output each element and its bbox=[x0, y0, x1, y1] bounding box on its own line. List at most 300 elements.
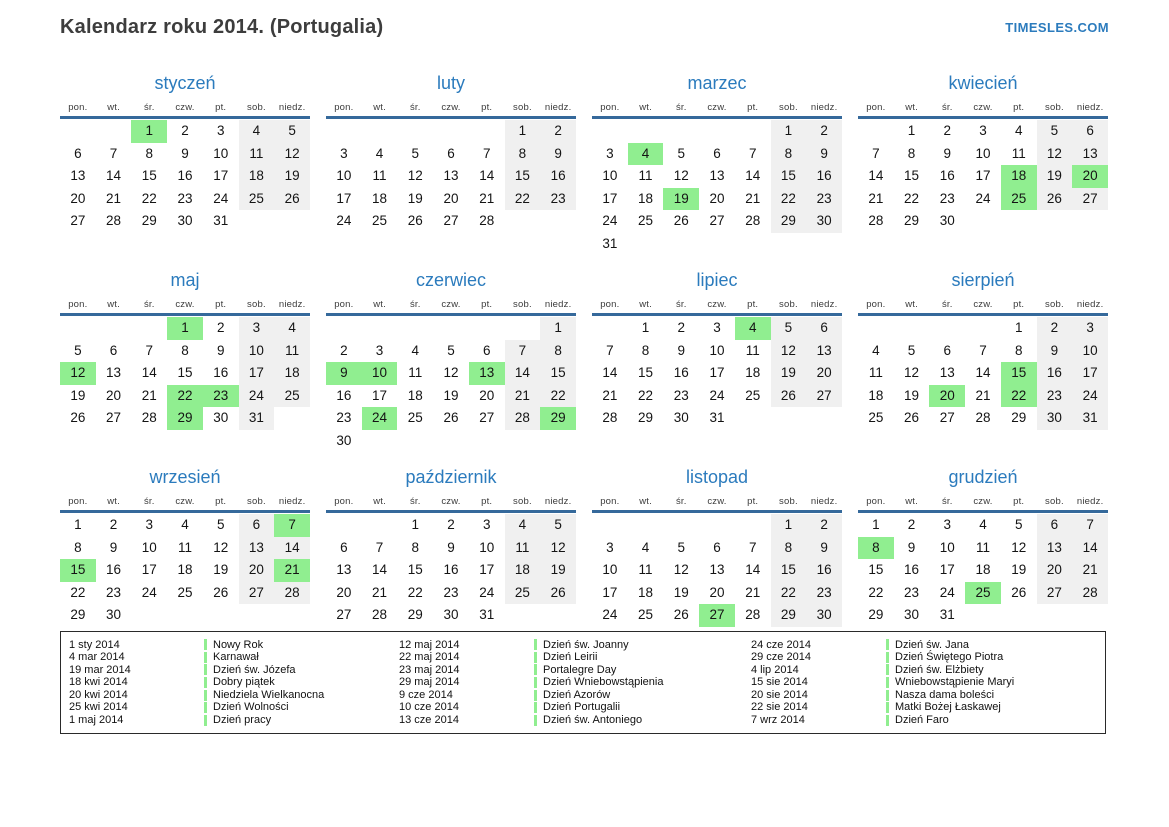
weekday-label: pon. bbox=[866, 299, 886, 310]
empty-cell bbox=[1072, 210, 1108, 233]
holiday-marker-icon bbox=[534, 702, 537, 713]
holiday-date: 1 maj 2014 bbox=[69, 714, 124, 727]
day-cell: 21 bbox=[505, 385, 541, 408]
month-august bbox=[858, 270, 1108, 467]
day-cell: 19 bbox=[771, 362, 807, 385]
weekday-label: pt. bbox=[481, 496, 493, 507]
day-cell: 11 bbox=[274, 340, 310, 363]
day-cell: 25 bbox=[274, 385, 310, 408]
weekday-label: sob. bbox=[779, 102, 798, 113]
day-cell: 3 bbox=[979, 123, 987, 138]
weekday-label: pt. bbox=[747, 496, 759, 507]
day-cell: 6 bbox=[482, 342, 491, 358]
empty-cell bbox=[699, 233, 735, 256]
empty-cell bbox=[96, 120, 132, 143]
day-cell: 26 bbox=[904, 410, 920, 425]
day-cell: 22 bbox=[904, 190, 920, 206]
day-cell: 17 bbox=[602, 584, 618, 600]
empty-cell bbox=[469, 317, 505, 340]
day-cell: 7 bbox=[748, 539, 757, 555]
day-cell: 7 bbox=[375, 539, 384, 555]
weekday-label: pt. bbox=[481, 299, 493, 310]
empty-cell bbox=[965, 317, 1001, 340]
day-cell: 16 bbox=[177, 168, 193, 183]
weekday-header-row bbox=[858, 102, 1108, 119]
day-cell: 23 bbox=[540, 188, 576, 211]
day-cell: 11 bbox=[638, 168, 653, 183]
day-cell: 29 bbox=[638, 410, 654, 425]
day-cell: 23 bbox=[1037, 385, 1073, 408]
day-cell: 9 bbox=[677, 342, 686, 358]
month-title: grudzień bbox=[948, 467, 1018, 487]
day-cell: 6 bbox=[943, 342, 952, 358]
calendar-year-grid bbox=[60, 73, 1108, 627]
day-cell: 4 bbox=[735, 317, 771, 340]
day-cell: 14 bbox=[975, 365, 991, 380]
legend-row bbox=[69, 689, 399, 702]
day-cell: 12 bbox=[1011, 539, 1027, 555]
brand-link[interactable]: TIMESLES.COM bbox=[1005, 20, 1109, 35]
day-cell: 1 bbox=[505, 120, 541, 143]
weekday-label: niedz. bbox=[1076, 299, 1104, 310]
holiday-name bbox=[204, 676, 399, 689]
weekday-label: wt. bbox=[639, 299, 652, 310]
empty-cell bbox=[806, 233, 842, 256]
holiday-name-text: Dzień Leirii bbox=[543, 651, 598, 664]
day-cell: 13 bbox=[443, 168, 459, 183]
day-cell: 22 bbox=[141, 190, 157, 206]
day-cell: 28 bbox=[274, 582, 310, 605]
day-cell: 8 bbox=[771, 143, 807, 166]
day-cell: 1 bbox=[74, 517, 82, 532]
holiday-marker-icon bbox=[204, 664, 207, 675]
day-cell: 9 bbox=[1037, 340, 1073, 363]
holiday-name bbox=[534, 689, 751, 702]
holiday-name-text: Dzień św. Antoniego bbox=[543, 714, 643, 727]
day-cell: 22 bbox=[505, 188, 541, 211]
holiday-date: 22 maj 2014 bbox=[399, 651, 460, 664]
empty-cell bbox=[96, 317, 132, 340]
day-cell: 9 bbox=[109, 539, 118, 555]
day-cell: 19 bbox=[673, 584, 689, 600]
day-cell: 19 bbox=[274, 165, 310, 188]
day-cell: 24 bbox=[213, 190, 229, 206]
day-cell: 17 bbox=[239, 362, 275, 385]
empty-cell bbox=[60, 120, 96, 143]
day-cell: 5 bbox=[907, 342, 916, 358]
holiday-date: 15 sie 2014 bbox=[751, 676, 808, 689]
empty-cell bbox=[1037, 210, 1073, 233]
day-cell: 25 bbox=[638, 607, 654, 622]
day-cell: 18 bbox=[274, 362, 310, 385]
legend-row bbox=[399, 676, 751, 689]
day-cell: 31 bbox=[1072, 407, 1108, 430]
day-cell: 12 bbox=[673, 168, 689, 183]
day-cell: 10 bbox=[213, 145, 229, 161]
day-cell: 2 bbox=[181, 123, 189, 138]
day-cell: 4 bbox=[274, 317, 310, 340]
weekday-header-row bbox=[858, 496, 1108, 513]
legend-row bbox=[751, 639, 1097, 652]
day-cell: 2 bbox=[540, 120, 576, 143]
empty-cell bbox=[929, 317, 965, 340]
day-cell: 23 bbox=[806, 188, 842, 211]
day-cell: 5 bbox=[447, 342, 455, 358]
weekday-label: wt. bbox=[373, 496, 386, 507]
holiday-name bbox=[886, 639, 1097, 652]
weekday-label: pt. bbox=[215, 496, 227, 507]
day-cell: 28 bbox=[868, 213, 884, 228]
weekday-label: czw. bbox=[973, 299, 993, 310]
empty-cell bbox=[131, 317, 167, 340]
weekday-label: śr. bbox=[409, 299, 421, 310]
day-cell: 22 bbox=[771, 582, 807, 605]
weekday-label: pt. bbox=[1013, 299, 1025, 310]
day-cell: 14 bbox=[479, 168, 495, 183]
day-cell: 16 bbox=[806, 165, 842, 188]
day-cell: 5 bbox=[677, 145, 686, 161]
day-cell: 26 bbox=[1037, 188, 1073, 211]
weekday-label: wt. bbox=[639, 102, 652, 113]
weekday-header-row bbox=[592, 102, 842, 119]
holiday-name-text: Wniebowstąpienie Maryi bbox=[895, 676, 1015, 689]
day-cell: 12 bbox=[540, 537, 576, 560]
holiday-name bbox=[886, 714, 1097, 727]
weekday-header-row bbox=[592, 496, 842, 513]
day-cell: 31 bbox=[939, 607, 955, 622]
day-cell: 4 bbox=[505, 514, 541, 537]
legend-row bbox=[399, 639, 751, 652]
day-cell: 5 bbox=[74, 342, 82, 358]
holiday-name-text: Nowy Rok bbox=[213, 638, 264, 651]
day-cell: 3 bbox=[606, 145, 614, 161]
day-cell: 10 bbox=[336, 168, 352, 183]
holiday-name-text: Matki Bożej Łaskawej bbox=[895, 701, 1001, 714]
weekday-label: niedz. bbox=[544, 102, 572, 113]
day-cell: 12 bbox=[60, 362, 96, 385]
day-cell: 24 bbox=[362, 407, 398, 430]
day-cell: 19 bbox=[213, 562, 229, 577]
day-cell: 21 bbox=[745, 584, 761, 600]
holiday-name bbox=[204, 639, 399, 652]
weekday-label: pon. bbox=[600, 102, 620, 113]
legend-row bbox=[751, 651, 1097, 664]
day-cell: 12 bbox=[443, 365, 459, 380]
day-cell: 16 bbox=[336, 387, 352, 403]
empty-cell bbox=[397, 317, 433, 340]
day-cell: 1 bbox=[167, 317, 203, 340]
day-cell: 21 bbox=[1072, 559, 1108, 582]
day-cell: 28 bbox=[1072, 582, 1108, 605]
day-cell: 27 bbox=[939, 410, 955, 425]
day-cell: 8 bbox=[540, 340, 576, 363]
day-cell: 15 bbox=[540, 362, 576, 385]
day-cell: 9 bbox=[907, 539, 916, 555]
empty-cell bbox=[663, 514, 699, 537]
day-cell: 23 bbox=[673, 387, 689, 403]
empty-cell bbox=[735, 407, 771, 430]
holiday-marker-icon bbox=[204, 677, 207, 688]
day-cell: 25 bbox=[745, 387, 761, 403]
legend-row bbox=[69, 714, 399, 727]
day-cell: 1 bbox=[641, 320, 650, 335]
day-cell: 18 bbox=[239, 165, 275, 188]
day-cell: 3 bbox=[606, 539, 614, 555]
holiday-date: 4 mar 2014 bbox=[69, 651, 125, 664]
day-cell: 24 bbox=[975, 190, 991, 206]
empty-cell bbox=[735, 120, 771, 143]
day-cell: 22 bbox=[70, 584, 86, 600]
day-cell: 1 bbox=[411, 517, 420, 532]
day-cell: 6 bbox=[340, 539, 348, 555]
day-cell: 8 bbox=[74, 539, 82, 555]
weekday-label: sob. bbox=[1045, 496, 1064, 507]
day-cell: 17 bbox=[372, 387, 388, 403]
day-cell: 8 bbox=[907, 145, 916, 161]
empty-cell bbox=[735, 233, 771, 256]
empty-cell bbox=[397, 430, 433, 453]
day-cell: 11 bbox=[408, 365, 423, 380]
empty-cell bbox=[1001, 604, 1037, 627]
weekday-label: niedz. bbox=[810, 102, 838, 113]
day-cell: 25 bbox=[407, 410, 423, 425]
holiday-marker-icon bbox=[204, 652, 207, 663]
day-cell: 18 bbox=[1001, 165, 1037, 188]
day-cell: 5 bbox=[1037, 120, 1073, 143]
empty-cell bbox=[592, 317, 628, 340]
empty-cell bbox=[858, 317, 894, 340]
page-title: Kalendarz roku 2014. (Portugalia) bbox=[60, 16, 384, 38]
day-cell: 26 bbox=[274, 188, 310, 211]
day-cell: 27 bbox=[699, 604, 735, 627]
day-cell: 24 bbox=[1072, 385, 1108, 408]
holiday-name bbox=[204, 701, 399, 714]
day-cell: 29 bbox=[70, 607, 86, 622]
day-cell: 13 bbox=[1037, 537, 1073, 560]
holiday-marker-icon bbox=[534, 677, 537, 688]
day-cell: 10 bbox=[362, 362, 398, 385]
day-cell: 21 bbox=[868, 190, 884, 206]
day-cell: 29 bbox=[540, 407, 576, 430]
day-cell: 25 bbox=[239, 188, 275, 211]
day-cell: 18 bbox=[745, 365, 761, 380]
day-cell: 14 bbox=[372, 562, 388, 577]
day-cell: 14 bbox=[602, 365, 618, 380]
day-cell: 8 bbox=[641, 342, 650, 358]
legend-row bbox=[399, 701, 751, 714]
empty-cell bbox=[326, 317, 362, 340]
day-grid bbox=[326, 514, 576, 627]
day-cell: 28 bbox=[745, 213, 761, 228]
day-cell: 19 bbox=[407, 190, 423, 206]
day-cell: 16 bbox=[806, 559, 842, 582]
weekday-label: pt. bbox=[481, 102, 493, 113]
day-cell: 6 bbox=[1037, 514, 1073, 537]
day-cell: 1 bbox=[771, 120, 807, 143]
day-cell: 16 bbox=[939, 168, 955, 183]
day-cell: 7 bbox=[145, 342, 154, 358]
day-cell: 4 bbox=[375, 145, 384, 161]
day-cell: 30 bbox=[806, 210, 842, 233]
day-cell: 15 bbox=[771, 165, 807, 188]
empty-cell bbox=[806, 407, 842, 430]
legend-row bbox=[69, 664, 399, 677]
holiday-name bbox=[534, 714, 751, 727]
holiday-date: 23 maj 2014 bbox=[399, 663, 460, 676]
day-grid bbox=[326, 120, 576, 233]
day-cell: 24 bbox=[141, 584, 157, 600]
month-february bbox=[326, 73, 576, 270]
day-cell: 7 bbox=[748, 145, 757, 161]
holiday-name-text: Dzień św. Józefa bbox=[213, 663, 296, 676]
day-cell: 26 bbox=[443, 410, 459, 425]
month-october bbox=[326, 467, 576, 627]
day-cell: 14 bbox=[274, 537, 310, 560]
day-cell: 26 bbox=[70, 410, 86, 425]
month-title: lipiec bbox=[696, 270, 738, 290]
day-cell: 24 bbox=[939, 584, 955, 600]
day-cell: 9 bbox=[216, 342, 225, 358]
holiday-date: 22 sie 2014 bbox=[751, 701, 808, 714]
holiday-date: 4 lip 2014 bbox=[751, 663, 799, 676]
weekday-label: śr. bbox=[941, 102, 953, 113]
weekday-label: pt. bbox=[747, 299, 759, 310]
weekday-label: sob. bbox=[1045, 102, 1064, 113]
day-cell: 4 bbox=[181, 517, 189, 532]
day-cell: 15 bbox=[771, 559, 807, 582]
holiday-date: 24 cze 2014 bbox=[751, 638, 811, 651]
weekday-label: pon. bbox=[68, 496, 88, 507]
day-cell: 24 bbox=[336, 213, 352, 228]
day-cell: 15 bbox=[638, 365, 654, 380]
day-cell: 3 bbox=[340, 145, 348, 161]
day-cell: 24 bbox=[479, 584, 495, 600]
empty-cell bbox=[699, 514, 735, 537]
day-cell: 17 bbox=[709, 365, 725, 380]
day-cell: 1 bbox=[872, 517, 880, 532]
day-cell: 6 bbox=[239, 514, 275, 537]
day-cell: 16 bbox=[1037, 362, 1073, 385]
day-cell: 18 bbox=[638, 584, 654, 600]
empty-cell bbox=[469, 430, 505, 453]
holiday-name bbox=[534, 664, 751, 677]
month-title: sierpień bbox=[951, 270, 1015, 290]
day-cell: 18 bbox=[407, 387, 423, 403]
day-cell: 15 bbox=[177, 365, 193, 380]
day-cell: 31 bbox=[213, 213, 229, 228]
empty-cell bbox=[699, 120, 735, 143]
empty-cell bbox=[1037, 604, 1073, 627]
day-cell: 11 bbox=[505, 537, 541, 560]
day-cell: 29 bbox=[1011, 410, 1027, 425]
day-cell: 12 bbox=[673, 562, 689, 577]
weekday-label: sob. bbox=[779, 299, 798, 310]
day-cell: 27 bbox=[443, 213, 459, 228]
weekday-label: pon. bbox=[68, 299, 88, 310]
day-cell: 30 bbox=[443, 607, 459, 622]
day-cell: 22 bbox=[868, 584, 884, 600]
day-cell: 29 bbox=[407, 607, 423, 622]
day-cell: 17 bbox=[141, 562, 157, 577]
weekday-label: pt. bbox=[1013, 102, 1025, 113]
day-cell: 28 bbox=[141, 410, 157, 425]
holiday-name bbox=[204, 689, 399, 702]
day-cell: 4 bbox=[641, 539, 650, 555]
day-cell: 21 bbox=[479, 190, 495, 206]
day-cell: 16 bbox=[540, 165, 576, 188]
day-cell: 27 bbox=[239, 582, 275, 605]
weekday-header-row bbox=[326, 299, 576, 316]
empty-cell bbox=[663, 120, 699, 143]
day-cell: 6 bbox=[109, 342, 118, 358]
day-cell: 2 bbox=[907, 517, 916, 532]
day-cell: 3 bbox=[943, 517, 952, 532]
weekday-label: pon. bbox=[334, 299, 354, 310]
legend-row bbox=[69, 701, 399, 714]
weekday-label: niedz. bbox=[278, 299, 306, 310]
empty-cell bbox=[540, 210, 576, 233]
day-cell: 30 bbox=[904, 607, 920, 622]
holiday-name bbox=[886, 676, 1097, 689]
day-cell: 9 bbox=[540, 143, 576, 166]
day-cell: 29 bbox=[771, 210, 807, 233]
empty-cell bbox=[540, 430, 576, 453]
day-cell: 18 bbox=[372, 190, 388, 206]
day-cell: 15 bbox=[60, 559, 96, 582]
day-cell: 20 bbox=[1037, 559, 1073, 582]
day-cell: 26 bbox=[771, 385, 807, 408]
weekday-label: pon. bbox=[600, 496, 620, 507]
empty-cell bbox=[274, 407, 310, 430]
month-title: listopad bbox=[685, 467, 749, 487]
holiday-marker-icon bbox=[886, 677, 889, 688]
day-cell: 25 bbox=[372, 213, 388, 228]
weekday-label: śr. bbox=[675, 496, 687, 507]
weekday-label: wt. bbox=[905, 299, 918, 310]
day-cell: 14 bbox=[505, 362, 541, 385]
day-cell: 24 bbox=[709, 387, 725, 403]
weekday-label: niedz. bbox=[810, 299, 838, 310]
day-cell: 5 bbox=[411, 145, 420, 161]
empty-cell bbox=[167, 604, 203, 627]
day-cell: 23 bbox=[203, 385, 239, 408]
day-cell: 12 bbox=[1037, 143, 1073, 166]
day-cell: 27 bbox=[336, 607, 352, 622]
holiday-name bbox=[534, 701, 751, 714]
day-cell: 23 bbox=[806, 582, 842, 605]
day-cell: 26 bbox=[673, 213, 689, 228]
day-cell: 2 bbox=[1037, 317, 1073, 340]
day-cell: 7 bbox=[979, 342, 987, 358]
legend-row bbox=[751, 689, 1097, 702]
month-june bbox=[326, 270, 576, 467]
day-cell: 30 bbox=[939, 213, 955, 228]
day-cell: 18 bbox=[868, 387, 884, 403]
weekday-label: czw. bbox=[441, 496, 461, 507]
day-cell: 12 bbox=[904, 365, 920, 380]
weekday-label: niedz. bbox=[544, 496, 572, 507]
holiday-name-text: Dzień pracy bbox=[213, 714, 272, 727]
empty-cell bbox=[628, 233, 664, 256]
empty-cell bbox=[505, 430, 541, 453]
holiday-date: 13 cze 2014 bbox=[399, 714, 459, 727]
weekday-label: niedz. bbox=[278, 496, 306, 507]
day-cell: 25 bbox=[1001, 188, 1037, 211]
empty-cell bbox=[628, 120, 664, 143]
day-cell: 3 bbox=[482, 517, 491, 532]
holiday-marker-icon bbox=[204, 715, 207, 726]
day-cell: 4 bbox=[239, 120, 275, 143]
